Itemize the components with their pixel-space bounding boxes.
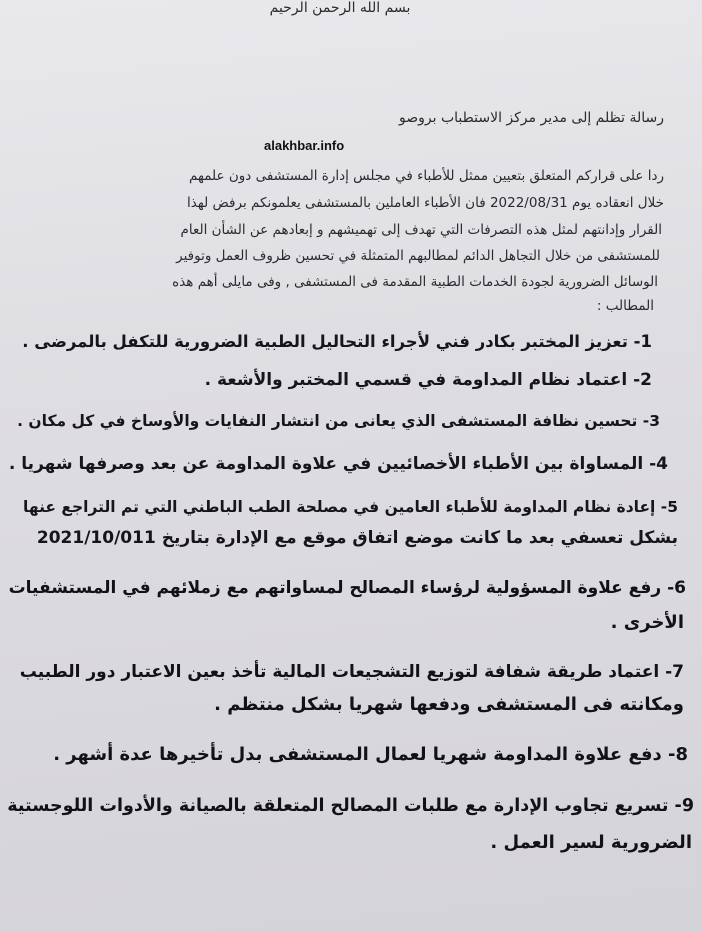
- demand-line: الضرورية لسير العمل .: [490, 832, 692, 853]
- demand-line: 8- دفع علاوة المداومة شهريا لعمال المستشفى بدل تأخيرها عدة أشهر .: [53, 744, 688, 765]
- intro-line: للمستشفى من خلال التجاهل الدائم لمطالبهم المتمثلة في تحسين ظروف العمل وتوفير: [176, 248, 660, 264]
- intro-line: القرار وإدانتهم لمثل هذه التصرفات التي تهدف إلى تهميشهم و إبعادهم عن الشأن العام: [180, 222, 662, 238]
- letter-addressee: رسالة تظلم إلى مدير مركز الاستطباب بروصو: [399, 110, 664, 126]
- demand-line: 5- إعادة نظام المداومة للأطباء العامين في مصلحة الطب الباطني التي تم التراجع عنها: [23, 498, 678, 516]
- intro-line: ردا على قراركم المتعلق بتعيين ممثل للأطباء في مجلس إدارة المستشفى دون علمهم: [189, 168, 664, 184]
- demand-line: الأخرى .: [610, 612, 684, 633]
- basmala-heading: بسم الله الرحمن الرحيم: [269, 0, 411, 16]
- demand-line: 3- تحسين نظافة المستشفى الذي يعانى من انتشار النفايات والأوساخ في كل مكان .: [17, 412, 660, 430]
- demand-line: 4- المساواة بين الأطباء الأخصائيين في علاوة المداومة عن بعد وصرفها شهريا .: [8, 454, 668, 474]
- demand-line: 2- اعتماد نظام المداومة في قسمي المختبر والأشعة .: [204, 370, 652, 390]
- demand-line: 9- تسريع تجاوب الإدارة مع طلبات المصالح المتعلقة بالصيانة والأدوات اللوجستية: [7, 796, 694, 816]
- site-watermark: alakhbar.info: [264, 138, 345, 153]
- demand-line: ومكانته فى المستشفى ودفعها شهريا بشكل منتظم .: [214, 694, 684, 715]
- intro-line: الوسائل الضرورية لجودة الخدمات الطبية المقدمة فى المستشفى , وفى مايلى أهم هذه: [172, 274, 658, 290]
- intro-line: المطالب :: [596, 298, 654, 314]
- demand-line: 7- اعتماد طريقة شفافة لتوزيع التشجيعات المالية تأخذ بعين الاعتبار دور الطبيب: [19, 662, 684, 682]
- demand-line: بشكل تعسفي بعد ما كانت موضع اتفاق موقع مع الإدارة بتاريخ 2021/10/011: [36, 528, 678, 548]
- demand-line: 6- رفع علاوة المسؤولية لرؤساء المصالح لمساواتهم مع زملائهم في المستشفيات: [8, 578, 686, 598]
- intro-line: خلال انعقاده يوم 2022/08/31 فان الأطباء العاملين بالمستشفى يعلمونكم برفض لهذا: [187, 195, 664, 211]
- demand-line: 1- تعزيز المختبر بكادر فني لأجراء التحاليل الطبية الضرورية للتكفل بالمرضى .: [22, 332, 652, 351]
